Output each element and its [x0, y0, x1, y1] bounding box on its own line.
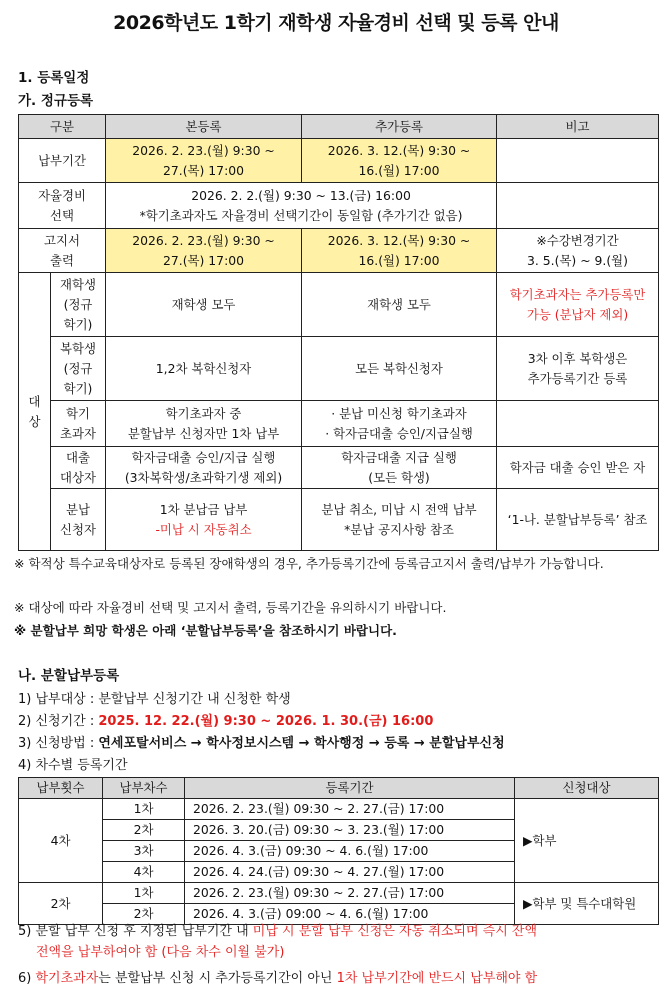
- enrolled-additional: 재학생 모두: [302, 273, 497, 337]
- schedule-row: [19, 799, 659, 820]
- selfcost-period: 2026. 2. 2.(월) 9:30 ~ 13.(금) 16:00 *학기초과자도 자율경비 선택기간이 동일함 (추가기간 없음): [106, 183, 497, 229]
- row-label: 고지서 출력: [19, 229, 106, 273]
- round-cell: 1차: [103, 883, 185, 904]
- item-6: 6) 학기초과자는 분할납부 신청 시 추가등록기간이 아닌 1차 납부기간에 반드시 납부해야 함: [18, 971, 538, 986]
- bill-row: [19, 229, 659, 273]
- period-cell: 2026. 4. 3.(금) 09:00 ~ 4. 6.(월) 17:00: [185, 904, 515, 925]
- header-note: 비고: [497, 115, 659, 139]
- target-row-returning: [19, 337, 659, 401]
- note-3: ※ 분할납부 희망 학생은 아래 ‘분할납부등록’을 참조하시기 바랍니다.: [14, 623, 397, 638]
- payment-main: 2026. 2. 23.(월) 9:30 ~ 27.(목) 17:00: [106, 139, 302, 183]
- row-label: 분납 신청자: [51, 489, 106, 551]
- target-row-overterm: [19, 401, 659, 447]
- item-2: 2) 신청기간 : 2025. 12. 22.(월) 9:30 ~ 2026. 1. 30.(금) 16:00: [18, 714, 434, 729]
- header-target: 신청대상: [515, 778, 659, 799]
- item-1: 1) 납부대상 : 분할납부 신청기간 내 신청한 학생: [18, 692, 291, 707]
- period-cell: 2026. 4. 24.(금) 09:30 ~ 4. 27.(월) 17:00: [185, 862, 515, 883]
- overterm-main: 학기초과자 중 분할납부 신청자만 1차 납부: [106, 401, 302, 447]
- row-label: 재학생 (정규 학기): [51, 273, 106, 337]
- loan-main: 학자금대출 승인/지급 실행 (3차복학생/초과학기생 제외): [106, 447, 302, 489]
- target-label: 대상: [19, 273, 51, 551]
- selfcost-note: [497, 183, 659, 229]
- period-cell: 2026. 2. 23.(월) 09:30 ~ 2. 27.(금) 17:00: [185, 799, 515, 820]
- target-undergrad-special: ▶학부 및 특수대학원: [515, 883, 659, 925]
- overterm-additional: · 분납 미신청 학기초과자 · 학자금대출 승인/지급실행: [302, 401, 497, 447]
- count-4: 4차: [19, 799, 103, 883]
- target-undergrad: ▶학부: [515, 799, 659, 883]
- schedule-row: [19, 883, 659, 904]
- payment-note: [497, 139, 659, 183]
- selfcost-row: [19, 183, 659, 229]
- item-4: 4) 차수별 등록기간: [18, 758, 128, 773]
- returning-main: 1,2차 복학신청자: [106, 337, 302, 401]
- target-row-loan: [19, 447, 659, 489]
- row-label: 납부기간: [19, 139, 106, 183]
- row-label: 복학생 (정규 학기): [51, 337, 106, 401]
- round-cell: 2차: [103, 820, 185, 841]
- section-1-heading: 1. 등록일정: [18, 70, 90, 86]
- item-5: 5) 분할 납부 신청 후 지정된 납부기간 내 미납 시 분할 납부 신청은 자동 취소되며 즉시 잔액 전액을 납부하여야 함 (다음 차수 이월 불가): [18, 924, 538, 960]
- enrolled-main: 재학생 모두: [106, 273, 302, 337]
- payment-row: [19, 139, 659, 183]
- bill-additional: 2026. 3. 12.(목) 9:30 ~ 16.(월) 17:00: [302, 229, 497, 273]
- note-2: ※ 대상에 따라 자율경비 선택 및 고지서 출력, 등록기간을 유의하시기 바랍니다.: [14, 600, 447, 615]
- installment-additional: 분납 취소, 미납 시 전액 납부 *분납 공지사항 참조: [302, 489, 497, 551]
- regular-registration-table: [18, 114, 659, 551]
- round-cell: 2차: [103, 904, 185, 925]
- row-label: 학기 초과자: [51, 401, 106, 447]
- bill-note: ※수강변경기간 3. 5.(목) ~ 9.(월): [497, 229, 659, 273]
- overterm-note: [497, 401, 659, 447]
- loan-note: 학자금 대출 승인 받은 자: [497, 447, 659, 489]
- header-count: 납부횟수: [19, 778, 103, 799]
- header-main: 본등록: [106, 115, 302, 139]
- returning-note: 3차 이후 복학생은 추가등록기간 등록: [497, 337, 659, 401]
- installment-main: 1차 분납금 납부 -미납 시 자동취소: [106, 489, 302, 551]
- enrolled-note: 학기초과자는 추가등록만 가능 (분납자 제외): [497, 273, 659, 337]
- round-cell: 3차: [103, 841, 185, 862]
- section-1b-heading: 나. 분할납부등록: [18, 668, 120, 684]
- round-cell: 1차: [103, 799, 185, 820]
- row-label: 자율경비 선택: [19, 183, 106, 229]
- header-period: 등록기간: [185, 778, 515, 799]
- page-title: 2026학년도 1학기 재학생 자율경비 선택 및 등록 안내: [113, 12, 559, 34]
- loan-additional: 학자금대출 지급 실행 (모든 학생): [302, 447, 497, 489]
- row-label: 대출 대상자: [51, 447, 106, 489]
- period-cell: 2026. 3. 20.(금) 09:30 ~ 3. 23.(월) 17:00: [185, 820, 515, 841]
- installment-note: ‘1-나. 분할납부등록’ 참조: [497, 489, 659, 551]
- note-1: ※ 학적상 특수교육대상자로 등록된 장애학생의 경우, 추가등록기간에 등록금고지서 출력/납부가 가능합니다.: [14, 556, 604, 571]
- header-round: 납부차수: [103, 778, 185, 799]
- period-cell: 2026. 4. 3.(금) 09:30 ~ 4. 6.(월) 17:00: [185, 841, 515, 862]
- target-row-enrolled: [19, 273, 659, 337]
- count-2: 2차: [19, 883, 103, 925]
- header-category: 구분: [19, 115, 106, 139]
- installment-schedule-table: [18, 777, 659, 925]
- bill-main: 2026. 2. 23.(월) 9:30 ~ 27.(목) 17:00: [106, 229, 302, 273]
- payment-additional: 2026. 3. 12.(목) 9:30 ~ 16.(월) 17:00: [302, 139, 497, 183]
- item-3: 3) 신청방법 : 연세포탈서비스 → 학사정보시스템 → 학사행정 → 등록 → 분할납부신청: [18, 736, 505, 751]
- target-row-installment: [19, 489, 659, 551]
- section-1a-heading: 가. 정규등록: [18, 93, 94, 109]
- round-cell: 4차: [103, 862, 185, 883]
- period-cell: 2026. 2. 23.(월) 09:30 ~ 2. 27.(금) 17:00: [185, 883, 515, 904]
- returning-additional: 모든 복학신청자: [302, 337, 497, 401]
- header-additional: 추가등록: [302, 115, 497, 139]
